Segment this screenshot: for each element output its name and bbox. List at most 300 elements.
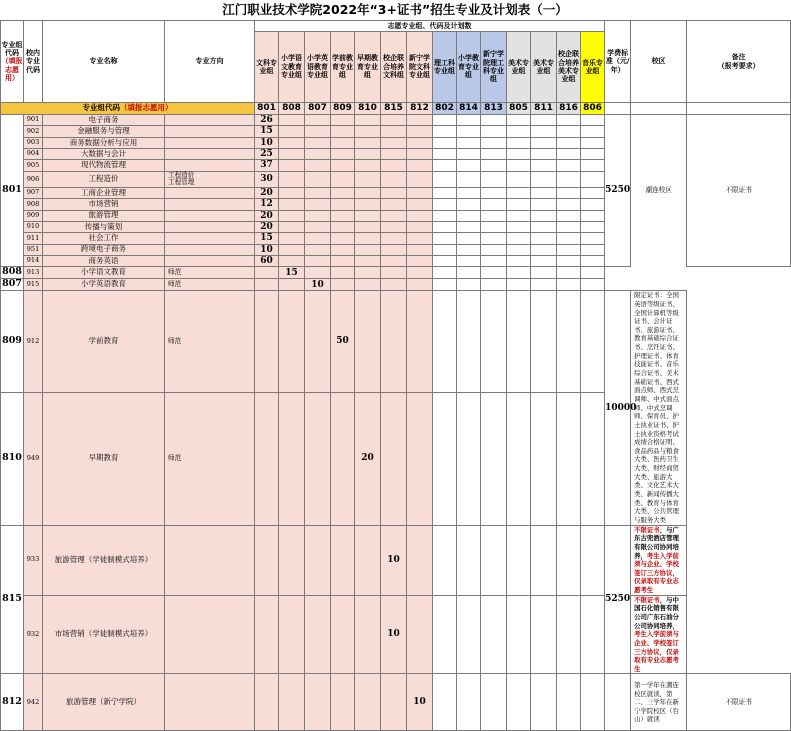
group-code: 815 (381, 103, 407, 115)
plan-cell-empty (355, 279, 381, 291)
plan-cell-empty (355, 291, 381, 392)
plan-cell-empty (355, 267, 381, 279)
plan-cell-empty (531, 674, 557, 731)
table-row (1, 279, 791, 291)
plan-cell-empty (433, 255, 457, 266)
plan-cell: 50 (331, 291, 355, 392)
remark-cell: 不限证书 (687, 674, 791, 731)
plan-cell-empty (507, 171, 531, 187)
plan-cell-empty (255, 392, 279, 525)
plan-cell: 25 (255, 149, 279, 160)
plan-cell-empty (557, 595, 581, 674)
plan-cell-empty (581, 255, 605, 266)
plan-cell-empty (305, 244, 331, 255)
plan-cell-empty (331, 115, 355, 126)
group-code: 802 (433, 103, 457, 115)
plan-cell-empty (407, 199, 433, 210)
plan-cell-empty (305, 160, 331, 171)
plan-cell-empty (507, 279, 531, 291)
plan-cell-empty (507, 244, 531, 255)
plan-cell-empty (581, 171, 605, 187)
plan-cell-empty (255, 595, 279, 674)
plan-cell-empty (279, 525, 305, 595)
plan-cell-empty (305, 267, 331, 279)
plan-cell-empty (381, 221, 407, 232)
plan-cell-empty (557, 255, 581, 266)
plan-cell-empty (331, 149, 355, 160)
header-school-code: 校内专业代码 (24, 21, 43, 103)
group-name: 小学教育专业组 (457, 32, 481, 103)
major-name-cell: 金融服务与管理 (43, 126, 165, 137)
school-code-cell: 910 (24, 221, 43, 232)
plan-cell-empty (305, 126, 331, 137)
plan-cell-empty (581, 126, 605, 137)
plan-cell-empty (557, 126, 581, 137)
plan-cell-empty (279, 137, 305, 148)
plan-cell-empty (381, 279, 407, 291)
plan-cell-empty (481, 392, 507, 525)
plan-cell-empty (581, 149, 605, 160)
plan-cell-empty (407, 267, 433, 279)
plan-cell-empty (331, 221, 355, 232)
plan-cell-empty (407, 137, 433, 148)
major-name-cell: 工程造价 (43, 171, 165, 187)
plan-cell: 10 (255, 244, 279, 255)
plan-cell-empty (557, 199, 581, 210)
plan-cell-empty (457, 160, 481, 171)
school-code-cell: 949 (24, 392, 43, 525)
plan-cell-empty (457, 187, 481, 198)
plan-cell-empty (331, 233, 355, 244)
group-code: 809 (331, 103, 355, 115)
plan-cell-empty (481, 149, 507, 160)
school-code-cell: 911 (24, 233, 43, 244)
plan-cell-empty (557, 244, 581, 255)
plan-cell: 10 (381, 525, 407, 595)
table-row (1, 674, 791, 731)
plan-cell-empty (531, 291, 557, 392)
plan-cell-empty (481, 137, 507, 148)
plan-cell-empty (531, 115, 557, 126)
plan-cell-empty (381, 244, 407, 255)
plan-cell-empty (279, 187, 305, 198)
plan-cell-empty (531, 199, 557, 210)
group-code: 814 (457, 103, 481, 115)
plan-cell: 30 (255, 171, 279, 187)
direction-cell: 师范 (165, 392, 255, 525)
group-code-cell: 807 (2, 278, 22, 290)
group-code: 812 (407, 103, 433, 115)
plan-cell-empty (581, 137, 605, 148)
plan-cell-empty (305, 115, 331, 126)
direction-cell (165, 210, 255, 221)
plan-cell: 10 (407, 674, 433, 731)
direction-cell (165, 233, 255, 244)
plan-cell-empty (433, 210, 457, 221)
plan-cell-empty (457, 279, 481, 291)
plan-cell-empty (557, 160, 581, 171)
plan-cell-empty (481, 279, 507, 291)
plan-cell-empty (407, 392, 433, 525)
plan-cell: 26 (255, 115, 279, 126)
plan-cell-empty (331, 674, 355, 731)
school-code-cell: 913 (24, 267, 43, 279)
tuition-cell: 5250 (605, 525, 631, 674)
school-code-cell: 909 (24, 210, 43, 221)
group-name: 小学语文教育专业组 (279, 32, 305, 103)
plan-cell-empty (331, 279, 355, 291)
major-name-cell: 传播与策划 (43, 221, 165, 232)
plan-cell-empty (581, 115, 605, 126)
plan-cell-empty (481, 187, 507, 198)
plan-cell-empty (457, 221, 481, 232)
plan-cell-empty (279, 595, 305, 674)
plan-cell-empty (305, 233, 331, 244)
plan-cell-empty (581, 221, 605, 232)
group-code: 801 (255, 103, 279, 115)
plan-cell-empty (305, 187, 331, 198)
major-name-cell: 旅游管理 (43, 210, 165, 221)
plan-cell-empty (557, 187, 581, 198)
plan-cell-empty (331, 160, 355, 171)
plan-cell-empty (433, 595, 457, 674)
header-group-code: 专业组代码 （填报志愿用） (1, 21, 24, 103)
band-label: 专业组代码（填报志愿用） (1, 103, 255, 115)
plan-cell-empty (305, 525, 331, 595)
plan-cell-empty (381, 137, 407, 148)
direction-cell: 师范 (165, 279, 255, 291)
direction-cell (165, 221, 255, 232)
group-name: 美术专业组 (507, 32, 531, 103)
plan-cell-empty (507, 674, 531, 731)
plan-cell-empty (433, 126, 457, 137)
plan-cell-empty (407, 525, 433, 595)
plan-cell-empty (433, 291, 457, 392)
plan-cell-empty (581, 210, 605, 221)
plan-cell-empty (507, 291, 531, 392)
plan-cell-empty (279, 233, 305, 244)
plan-cell-empty (481, 171, 507, 187)
group-name: 校企联合培养美术专业组 (557, 32, 581, 103)
plan-cell-empty (355, 137, 381, 148)
group-code: 805 (507, 103, 531, 115)
plan-cell-empty (457, 267, 481, 279)
direction-cell (165, 525, 255, 595)
plan-cell-empty (581, 244, 605, 255)
school-code-cell: 951 (24, 244, 43, 255)
plan-cell-empty (355, 149, 381, 160)
group-name: 文科专业组 (255, 32, 279, 103)
plan-cell-empty (355, 525, 381, 595)
plan-cell-empty (381, 199, 407, 210)
group-code-cell: 801 (1, 115, 24, 267)
plan-cell-empty (381, 171, 407, 187)
plan-cell-empty (507, 221, 531, 232)
group-code: 810 (355, 103, 381, 115)
major-name-cell: 小学英语教育 (43, 279, 165, 291)
plan-cell-empty (355, 244, 381, 255)
plan-cell: 10 (255, 137, 279, 148)
plan-cell-empty (531, 149, 557, 160)
plan-cell-empty (557, 115, 581, 126)
plan-cell-empty (531, 595, 557, 674)
plan-cell-empty (481, 199, 507, 210)
plan-cell-empty (557, 221, 581, 232)
school-code-cell: 907 (24, 187, 43, 198)
tuition-cell: 5250 (605, 115, 631, 267)
direction-cell: 师范 (165, 267, 255, 279)
plan-cell-empty (279, 160, 305, 171)
plan-cell-empty (381, 233, 407, 244)
group-code: 807 (305, 103, 331, 115)
plan-cell-empty (531, 255, 557, 266)
header-tuition: 学费标准（元/年） (605, 21, 631, 103)
plan-cell-empty (407, 126, 433, 137)
plan-cell-empty (507, 187, 531, 198)
direction-cell (165, 199, 255, 210)
school-code-cell: 906 (24, 171, 43, 187)
plan-cell-empty (433, 674, 457, 731)
plan-cell: 10 (381, 595, 407, 674)
plan-cell-empty (581, 525, 605, 595)
plan-cell-empty (457, 199, 481, 210)
plan-cell-empty (305, 255, 331, 266)
plan-cell-empty (407, 233, 433, 244)
plan-cell-empty (381, 255, 407, 266)
plan-cell-empty (557, 674, 581, 731)
plan-cell-empty (355, 221, 381, 232)
plan-cell-empty (407, 149, 433, 160)
plan-cell-empty (557, 149, 581, 160)
group-code-cell: 810 (1, 392, 24, 525)
plan-cell-empty (433, 137, 457, 148)
major-name-cell: 工商企业管理 (43, 187, 165, 198)
plan-cell-empty (381, 674, 407, 731)
plan-cell-empty (279, 244, 305, 255)
plan-cell-empty (481, 595, 507, 674)
major-name-cell: 跨境电子商务 (43, 244, 165, 255)
plan-cell-empty (331, 126, 355, 137)
major-name-cell: 商务英语 (43, 255, 165, 266)
plan-cell-empty (255, 267, 279, 279)
remark-cell: 不限证书，与中国石化销售有限公司广东石油分公司协同培养，考生入学前须与企业、学校签订三方协议，仅录取有专业志愿考生 (631, 595, 687, 674)
plan-cell-empty (531, 210, 557, 221)
plan-cell-empty (255, 279, 279, 291)
plan-cell-empty (481, 210, 507, 221)
plan-cell-empty (305, 210, 331, 221)
plan-cell-empty (381, 392, 407, 525)
plan-cell-empty (581, 392, 605, 525)
plan-cell-empty (481, 267, 507, 279)
header-campus: 校区 (631, 21, 687, 103)
plan-cell-empty (507, 525, 531, 595)
direction-cell (165, 137, 255, 148)
group-code: 811 (531, 103, 557, 115)
school-code-cell: 915 (24, 279, 43, 291)
major-name-cell: 学前教育 (43, 291, 165, 392)
plan-cell-empty (407, 595, 433, 674)
plan-cell-empty (481, 115, 507, 126)
plan-cell-empty (407, 160, 433, 171)
plan-cell-empty (481, 221, 507, 232)
plan-cell-empty (557, 279, 581, 291)
plan-cell-empty (581, 187, 605, 198)
major-name-cell: 早期教育 (43, 392, 165, 525)
plan-cell-empty (279, 149, 305, 160)
plan-cell-empty (457, 137, 481, 148)
plan-cell-empty (433, 171, 457, 187)
major-name-cell: 市场营销（学徒制模式培养） (43, 595, 165, 674)
plan-cell-empty (557, 233, 581, 244)
plan-cell-empty (481, 525, 507, 595)
remark-cell: 限定证书：全国英语等级证书、全国计算机等级证书、会计证书、旅游证书、教育基础综合证书、烹饪证书、护理证书、体育技能证书、音乐综合证书、美术基础证书、西式面点师、西式烹调师、中式面点师、中式烹调师、保育员、护士执业证书、护士执业资格考试成绩合格证明、食品药品与粮食大类、医药卫生大类、财经商贸大类、旅游大类、文化艺术大类、新闻传播大类、教育与体育大类、公共管理与服务大类 (631, 291, 687, 525)
plan-cell-empty (305, 674, 331, 731)
major-name-cell: 商务数据分析与应用 (43, 137, 165, 148)
plan-cell-empty (305, 137, 331, 148)
school-code-cell: 912 (24, 291, 43, 392)
campus-cell: 第一学年在潮连校区就读，第二、三学年在新宁学院校区（台山）就读 (631, 674, 687, 731)
plan-cell-empty (355, 210, 381, 221)
tuition-cell-empty (605, 674, 631, 731)
plan-cell-empty (481, 126, 507, 137)
table-row (1, 267, 791, 279)
tuition-cell: 10000 (605, 291, 631, 525)
group-name: 小学英语教育专业组 (305, 32, 331, 103)
plan-cell-empty (457, 126, 481, 137)
plan-cell: 15 (255, 126, 279, 137)
school-code-cell: 908 (24, 199, 43, 210)
school-code-cell: 905 (24, 160, 43, 171)
plan-cell-empty (433, 187, 457, 198)
plan-cell-empty (557, 171, 581, 187)
plan-cell-empty (381, 115, 407, 126)
group-801-rows (1, 115, 791, 267)
plan-cell-empty (531, 137, 557, 148)
plan-cell-empty (457, 244, 481, 255)
plan-cell-empty (381, 126, 407, 137)
group-code: 816 (557, 103, 581, 115)
plan-cell-empty (507, 137, 531, 148)
direction-cell (165, 595, 255, 674)
group-name: 学前教育专业组 (331, 32, 355, 103)
direction-cell (165, 674, 255, 731)
major-name-cell: 旅游管理（新宁学院） (43, 674, 165, 731)
plan-cell-empty (481, 160, 507, 171)
plan-cell-empty (557, 392, 581, 525)
plan-cell-empty (457, 233, 481, 244)
direction-cell (165, 149, 255, 160)
plan-cell-empty (381, 160, 407, 171)
plan-cell-empty (581, 291, 605, 392)
plan-cell: 15 (279, 267, 305, 279)
plan-cell-empty (433, 160, 457, 171)
plan-cell-empty (457, 525, 481, 595)
plan-cell-empty (279, 255, 305, 266)
group-name: 美术专业组 (531, 32, 557, 103)
plan-cell-empty (355, 595, 381, 674)
plan-cell-empty (279, 291, 305, 392)
plan-cell-empty (331, 255, 355, 266)
plan-cell-empty (581, 279, 605, 291)
plan-cell: 37 (255, 160, 279, 171)
school-code-cell: 933 (24, 525, 43, 595)
group-name: 新宁学院文科专业组 (407, 32, 433, 103)
school-code-cell: 932 (24, 595, 43, 674)
group-code-cell: 808 (2, 266, 22, 278)
plan-cell-empty (279, 279, 305, 291)
plan-cell-empty (557, 267, 581, 279)
plan-cell-empty (355, 160, 381, 171)
group-code: 808 (279, 103, 305, 115)
plan-cell-empty (557, 525, 581, 595)
plan-cell-empty (407, 171, 433, 187)
header-remark: 备注 （报考要求） (687, 21, 791, 103)
plan-cell: 20 (255, 187, 279, 198)
plan-cell-empty (305, 392, 331, 525)
plan-cell: 15 (255, 233, 279, 244)
plan-cell-empty (279, 674, 305, 731)
group-code-cell: 815 (1, 525, 24, 674)
plan-cell-empty (507, 267, 531, 279)
group-code-cell: 809 (1, 291, 24, 392)
plan-cell-empty (407, 244, 433, 255)
plan-cell-empty (407, 279, 433, 291)
school-code-cell: 901 (24, 115, 43, 126)
plan-cell-empty (581, 199, 605, 210)
plan-cell-empty (305, 171, 331, 187)
plan-cell-empty (305, 221, 331, 232)
page-title: 江门职业技术学院2022年“3+证书”招生专业及计划表（一） (222, 2, 568, 17)
plan-cell-empty (331, 137, 355, 148)
remark-cell: 不限证书，与广东古兜酒店管理有限公司协同培养，考生入学前须与企业、学校签订三方协议，仅录取有专业志愿考生 (631, 525, 687, 595)
table-row (1, 291, 791, 392)
plan-cell: 20 (255, 221, 279, 232)
plan-cell-empty (305, 291, 331, 392)
plan-cell-empty (581, 674, 605, 731)
plan-cell-empty (457, 595, 481, 674)
plan-cell: 10 (305, 279, 331, 291)
school-code-cell: 903 (24, 137, 43, 148)
plan-cell-empty (433, 267, 457, 279)
direction-cell (165, 115, 255, 126)
plan-cell-empty (331, 392, 355, 525)
plan-cell-empty (331, 244, 355, 255)
plan-cell-empty (407, 210, 433, 221)
direction-cell (165, 160, 255, 171)
plan-cell-empty (433, 149, 457, 160)
plan-cell-empty (457, 255, 481, 266)
major-name-cell: 小学语文教育 (43, 267, 165, 279)
direction-cell (165, 255, 255, 266)
plan-cell-empty (305, 595, 331, 674)
plan-cell-empty (279, 126, 305, 137)
plan-cell-empty (255, 674, 279, 731)
plan-cell-empty (507, 126, 531, 137)
plan-cell-empty (531, 187, 557, 198)
plan-cell-empty (433, 525, 457, 595)
plan-table (0, 20, 791, 731)
direction-cell (165, 187, 255, 198)
direction-cell (165, 126, 255, 137)
group-code: 806 (581, 103, 605, 115)
plan-cell-empty (531, 233, 557, 244)
plan-cell-empty (507, 199, 531, 210)
header-major-name: 专业名称 (43, 21, 165, 103)
plan-cell-empty (531, 221, 557, 232)
plan-cell-empty (507, 115, 531, 126)
school-code-cell: 942 (24, 674, 43, 731)
plan-cell-empty (331, 171, 355, 187)
